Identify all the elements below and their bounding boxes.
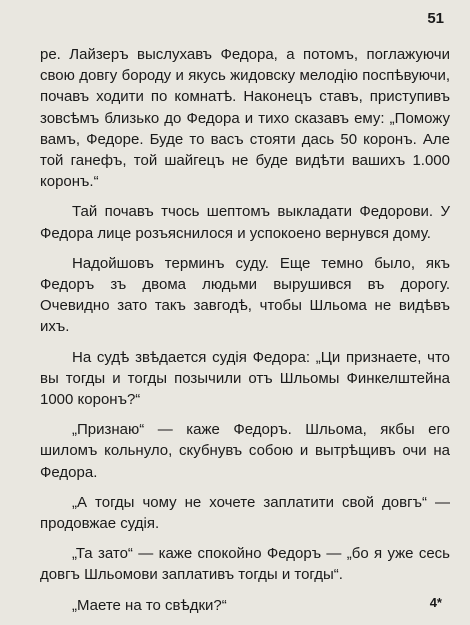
text-body: [40, 44, 450, 625]
paragraph-1: ре. Лайзеръ выслухавъ Федора, а потомъ, поглажуючи свою довгу бороду и якусь жидовску мелодію поспѣвуючи, почавъ ходити по комнатѣ. Наконецъ ставъ, приступивъ зовсѣмъ близько до Федора и тихо сказавъ ему: „Поможу вамъ, Федоре. Буде то васъ стояти дась 50 коронъ. Але той ганефъ, той шайгецъ не буде видѣти вашихъ 1.000 коронъ.“: [40, 46, 450, 191]
paragraph-6: „А тогды чому не хочете заплатити свой довгъ“ — продовжае судія.: [40, 493, 450, 533]
paragraph-8: „Маете на то свѣдки?“: [72, 596, 227, 614]
paragraph-2: Тай почавъ тчось шептомъ выкладати Федорови. У Федора лице розъяснилося и успокоено вернувся дому.: [40, 203, 450, 242]
paragraph-7: „Та зато“ — каже спокойно Федоръ — „бо я уже сесь довгъ Шльомови заплативъ тогды и тогды“.: [40, 545, 450, 584]
paragraph-4: На судѣ звѣдается судія Федора: „Ци признаете, что вы тогды и тогды позычили отъ Шльомы Финкелштейна 1000 коронъ?“: [40, 348, 450, 409]
signature-mark: 4*: [429, 595, 442, 610]
page-number: 51: [427, 10, 444, 27]
paragraph-5: „Признаю“ — каже Федоръ. Шльома, якбы его шиломъ кольнуло, скубнувъ собою и вытрѣщивъ очи на Федора.: [40, 421, 450, 481]
paragraph-3: Надойшовъ терминъ суду. Еще темно было, якъ Федоръ зъ двома людьми вырушився въ дорогу. Очевидно зато такъ завгодѣ, чтобы Шльома не видѣвъ ихъ.: [40, 254, 450, 336]
